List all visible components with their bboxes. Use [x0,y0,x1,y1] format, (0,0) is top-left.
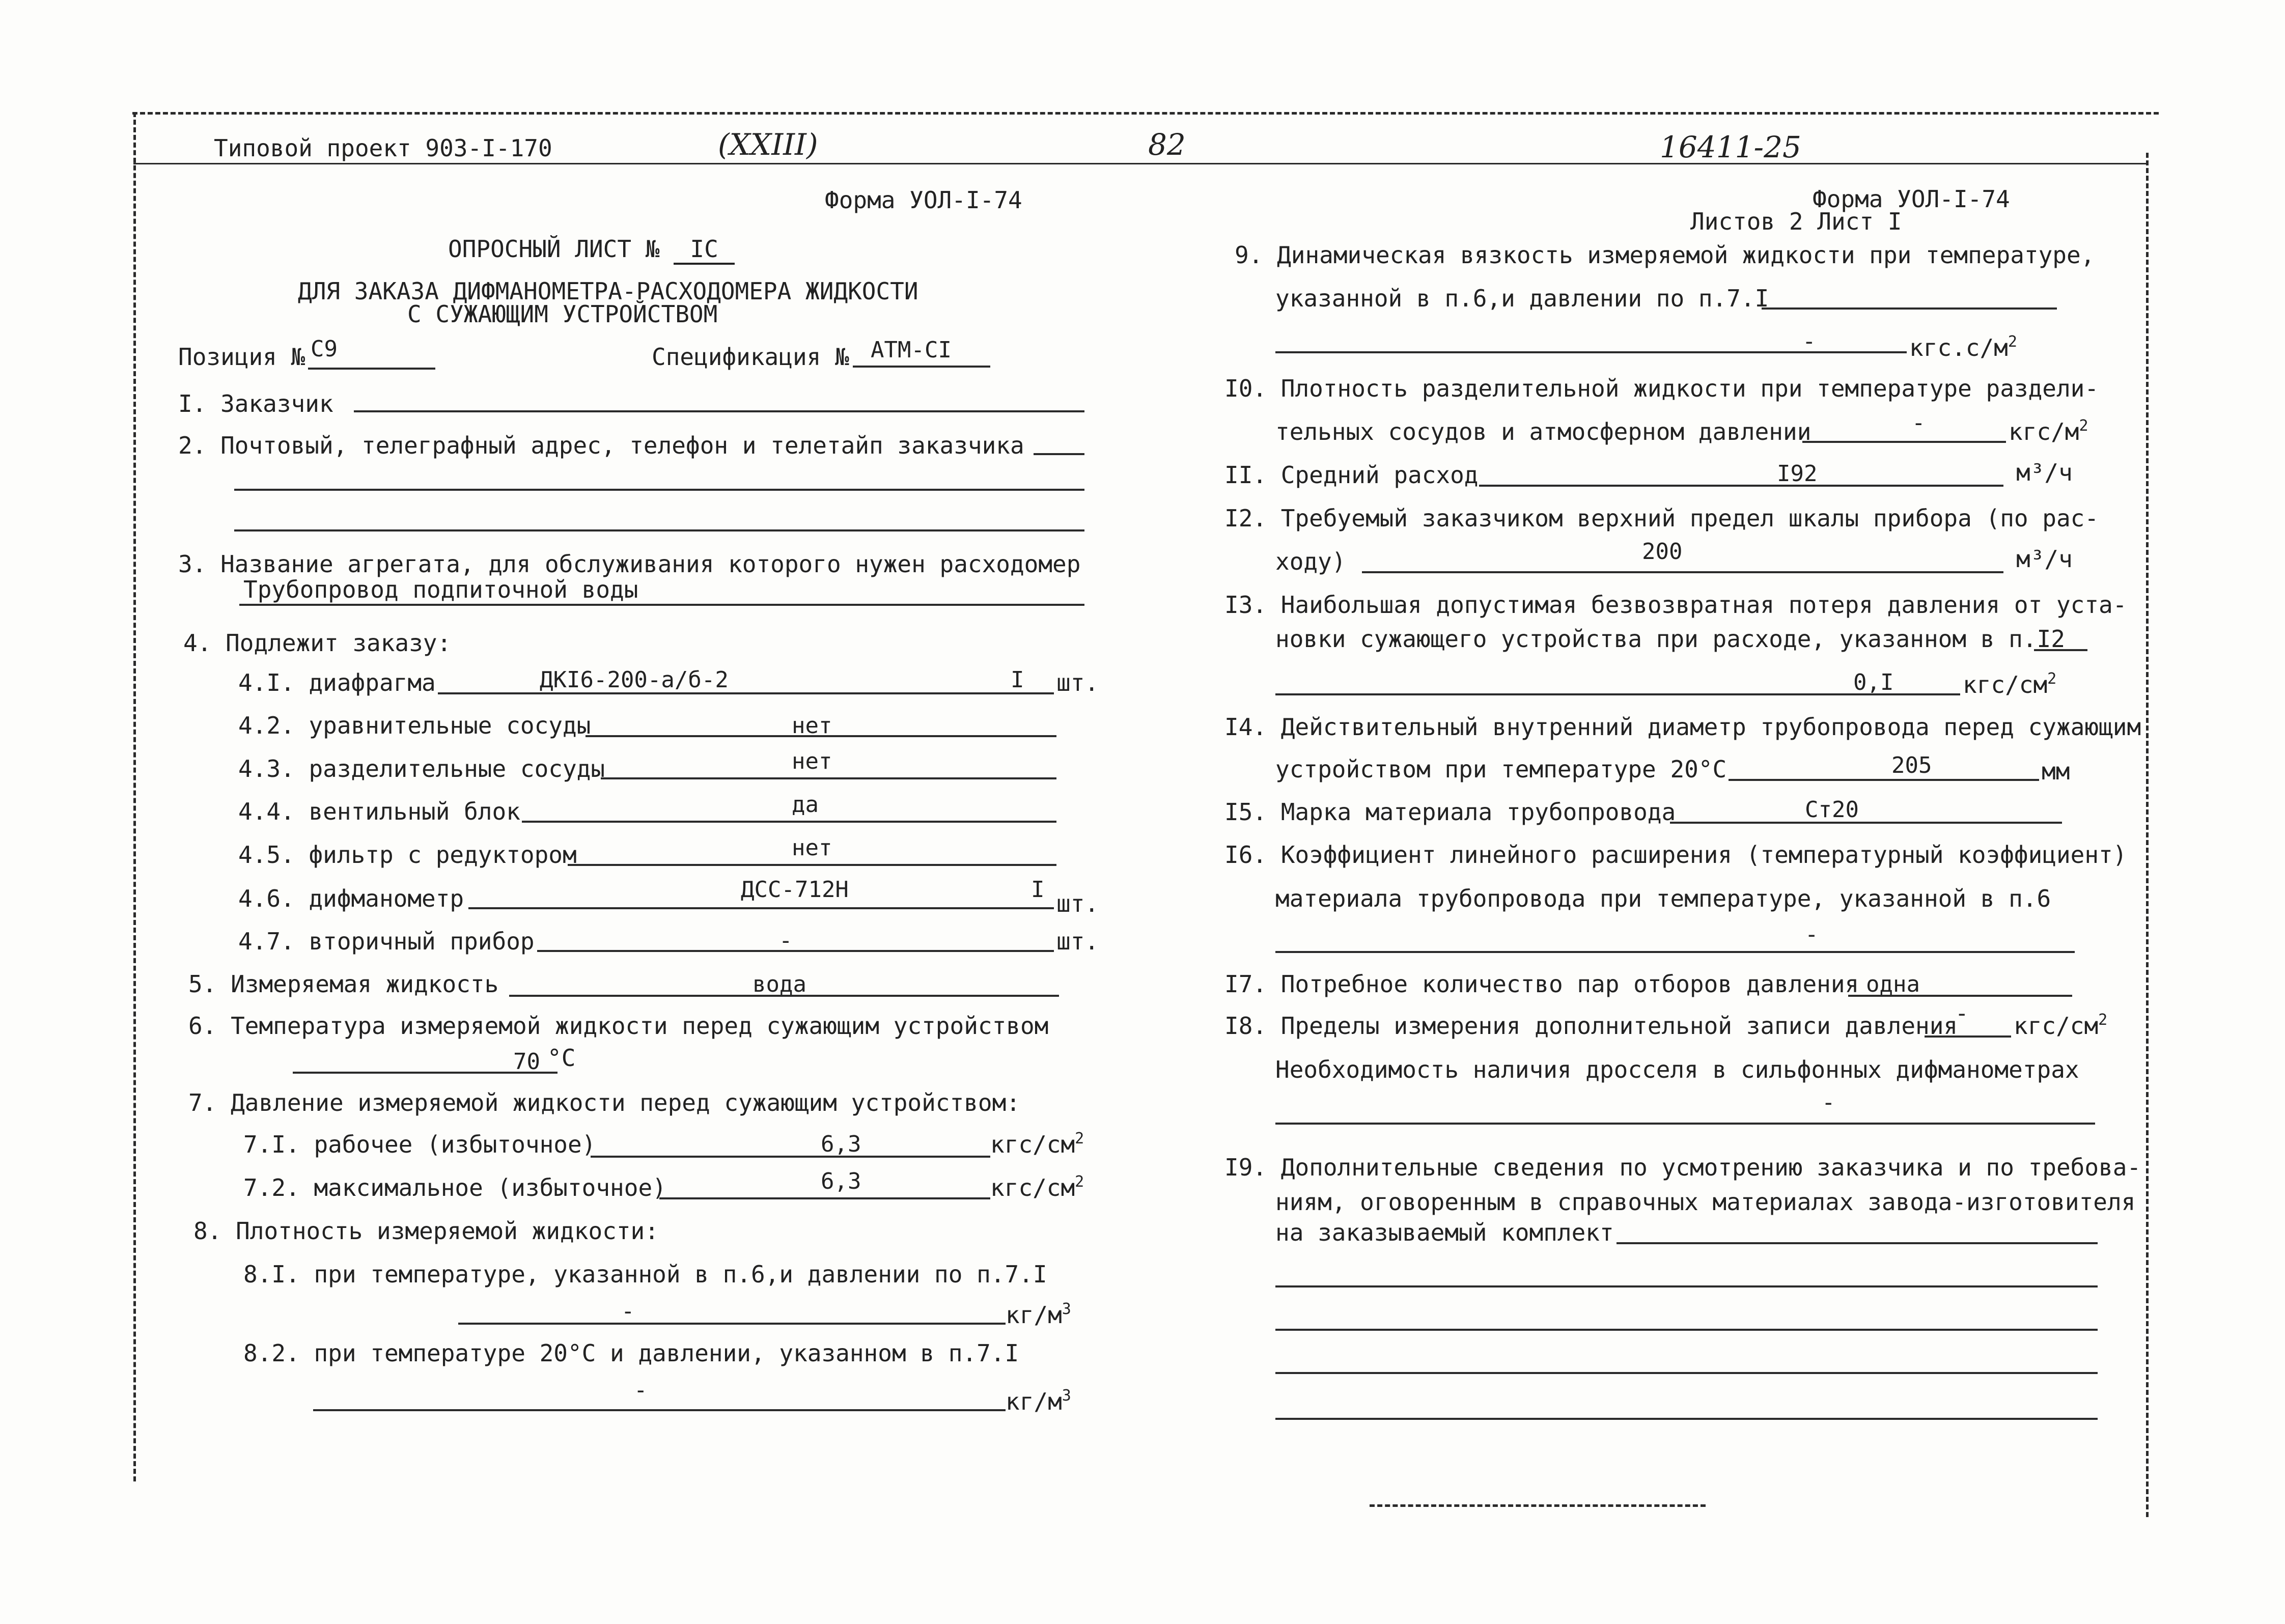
item-18-b-value: - [1822,1089,1835,1115]
item-12-line [1362,571,2003,573]
sheet-title [448,235,735,265]
item-7-1-line [591,1156,990,1158]
item-19-line-3 [1275,1329,2098,1331]
item-9-line-a [1762,307,2057,310]
item-9-unit-text: кгс.с/м [1909,334,2008,361]
item-9-b: указанной в п.6,и давлении по п.7.I [1275,285,1769,312]
item-15-line [1670,822,2062,824]
item-5-value: вода [753,971,806,997]
item-4-4: 4.4. вентильный блок [238,798,520,825]
frame-top-border [132,112,2159,115]
item-9-value: - [1802,328,1816,354]
item-4-7-value: - [779,928,793,954]
spec-value: ATM-CI [871,337,952,363]
item-16-line [1275,951,2075,953]
item-14-value: 205 [1891,752,1932,778]
item-7-2: 7.2. максимальное (избыточное) [243,1174,666,1201]
item-19-line-1 [1617,1242,2098,1244]
item-1-line [354,410,1084,412]
item-3-value: Трубопровод подпиточной воды [243,576,638,603]
item-12-b: ходу) [1275,548,1346,575]
item-18-b: Необходимость наличия дросселя в сильфонных дифманометрах [1275,1056,2079,1083]
item-13-value: 0,I [1853,669,1894,695]
item-3: 3. Название агрегата, для обслуживания которого нужен расходомер [178,550,1081,578]
item-16-a: I6. Коэффициент линейного расширения (температурный коэффициент) [1224,841,2127,869]
item-19-line-5 [1275,1418,2098,1420]
sheet-label: ОПРОСНЫЙ ЛИСТ № [448,235,660,263]
item-18-line-b [1275,1123,2095,1125]
item-7-1-unit: кгс/$см^2$ [990,1130,1084,1158]
sheet-number: IC [674,235,735,265]
item-8-1: 8.I. при температуре, указанной в п.6,и давлении по п.7.I [243,1261,1047,1288]
item-7: 7. Давление измеряемой жидкости перед сужающим устройством: [188,1089,1020,1116]
item-4-1-value: ДКI6-200-а/б-2 [540,667,729,693]
item-11-line [1479,485,2003,487]
item-4-1-line [438,692,1054,694]
item-13-unit: кгс/$см^2$ [1963,670,2057,698]
item-10-unit: кгс/$м^2$ [2009,417,2088,445]
position-value: C9 [311,336,338,362]
item-19-a: I9. Дополнительные сведения по усмотрению заказчика и по требова- [1224,1154,2141,1181]
item-4-6: 4.6. дифманометр [238,885,464,912]
spec-line [853,366,990,368]
item-3-line [239,604,1084,606]
item-4-1-unit: шт. [1056,669,1099,696]
position-label: Позиция № [178,343,305,371]
item-15: I5. Марка материала трубопровода [1224,798,1676,826]
item-4-5-value: нет [792,835,832,861]
item-14-unit: мм [2042,758,2070,785]
item-8-1-line [458,1323,1006,1325]
item-18-unit: кгс/$см^2$ [2014,1011,2108,1040]
item-2: 2. Почтовый, телеграфный адрес, телефон и телетайп заказчика [178,432,1024,459]
item-9-unit: $кгс.с/м^2$ [1909,333,2017,361]
frame-right-border [2146,153,2149,1517]
sheets-count: Листов 2 Лист I [1690,208,1902,235]
item-8-2: 8.2. при температуре 20°С и давлении, указанном в п.7.I [243,1339,1019,1367]
item-4-7: 4.7. вторичный прибор [238,928,535,955]
item-18-value: - [1955,1000,1969,1026]
item-8-2-line [313,1409,1006,1411]
item-13-a: I3. Наибольшая допустимая безвозвратная потеря давления от уста- [1224,591,2127,619]
item-16-b: материала трубопровода при температуре, указанной в п.6 [1275,885,2051,912]
item-4-6-unit: шт. [1056,890,1099,917]
item-14-line [1729,779,2039,781]
item-4-7-line [537,950,1054,952]
header-project: Типовой проект 903-I-170 [214,134,552,162]
item-10-line [1802,441,2006,443]
item-4-3-line [601,777,1056,779]
item-2-line-a [1034,453,1084,455]
item-4: 4. Подлежит заказу: [183,629,452,657]
item-4-3: 4.3. разделительные сосуды [238,755,605,782]
item-5: 5. Измеряемая жидкость [188,970,499,998]
header-code: 16411-25 [1660,130,1801,164]
item-7-2-unit-text: кгс/см [990,1174,1075,1201]
item-4-6-line [468,907,1054,909]
item-19-b: ниям, оговоренным в справочных материалах завода-изготовителя [1275,1188,2136,1216]
position-line [308,368,435,370]
frame-bottom-mark [1370,1504,1706,1507]
item-4-6-value: ДСС-712Н [741,877,849,903]
item-4-2-value: нет [792,713,832,739]
item-6-value: 70 [513,1049,540,1075]
header-divider [133,163,2147,164]
form-title-2: С СУЖАЮЩИМ УСТРОЙСТВОМ [407,300,718,328]
item-11: II. Средний расход [1224,461,1479,489]
item-4-5: 4.5. фильтр с редуктором [238,841,577,869]
item-18-line-a [1925,1035,2011,1038]
header-page: 82 [1148,127,1186,162]
item-4-1-qty: I [1011,667,1024,693]
item-8-1-unit-text: кг/м [1006,1301,1062,1329]
item-13-line-a [2034,649,2087,651]
right-form-label: Форма УОЛ-I-74 [1813,185,2010,213]
item-10-a: I0. Плотность разделительной жидкости при температуре раздели- [1224,375,2099,402]
spec-label: Спецификация № [652,343,849,371]
item-4-6-qty: I [1031,877,1045,903]
item-18-a: I8. Пределы измерения дополнительной записи давления [1224,1012,1958,1040]
left-form-label: Форма УОЛ-I-74 [825,186,1022,214]
item-11-value: I92 [1777,461,1818,487]
item-8-1-unit: $кг/м^3$ [1006,1300,1071,1329]
item-7-1-unit-text: кгс/см [990,1131,1075,1158]
item-10-unit-text: кгс/м [2009,418,2079,445]
item-14-a: I4. Действительный внутренний диаметр трубопровода перед сужающим [1224,713,2141,741]
item-4-7-unit: шт. [1056,928,1099,955]
item-19-line-4 [1275,1372,2098,1374]
item-13-unit-text: кгс/см [1963,671,2048,698]
item-6: 6. Температура измеряемой жидкости перед сужающим устройством [188,1012,1049,1040]
item-7-1: 7.I. рабочее (избыточное) [243,1131,596,1158]
item-12-a: I2. Требуемый заказчиком верхний предел шкалы прибора (по рас- [1224,505,2099,532]
item-15-value: Ст20 [1805,797,1859,823]
item-6-unit: °C [547,1044,576,1072]
item-12-unit: м³/ч [2016,545,2073,573]
item-4-3-value: нет [792,748,832,774]
form-title-1: ДЛЯ ЗАКАЗА ДИФМАНОМЕТРА-РАСХОДОМЕРА ЖИДКОСТИ [298,277,918,305]
item-19-c: на заказываемый комплект [1275,1219,1614,1246]
item-7-1-value: 6,3 [821,1131,861,1157]
item-17: I7. Потребное количество пар отборов давления [1224,970,1859,998]
item-8-2-unit: $кг/м^3$ [1006,1387,1071,1415]
item-4-2: 4.2. уравнительные сосуды [238,712,591,739]
item-7-2-unit: кгс/$см^2$ [990,1173,1084,1201]
item-2-line-c [234,529,1084,531]
item-10-b: тельных сосудов и атмосферном давлении [1275,418,1812,445]
item-18-unit-text: кгс/см [2014,1012,2099,1040]
item-8-1-value: - [621,1298,635,1324]
item-12-value: 200 [1642,539,1683,565]
item-13-b: новки сужающего устройства при расходе, указанном в п.I2 [1275,625,2065,653]
item-17-value: одна [1866,971,1920,997]
item-8: 8. Плотность измеряемой жидкости: [193,1217,659,1245]
header-section: (XXIII) [718,127,818,162]
item-1: I. Заказчик [178,390,333,417]
item-14-b: устройством при температуре 20°С [1275,755,1727,783]
item-4-4-value: да [792,792,819,818]
item-7-2-line [659,1197,990,1199]
item-8-2-unit-text: кг/м [1006,1388,1062,1415]
item-16-value: - [1805,921,1819,947]
item-19-line-2 [1275,1285,2098,1287]
item-9-a: 9. Динамическая вязкость измеряемой жидкости при температуре, [1235,241,2095,269]
item-7-2-value: 6,3 [821,1168,861,1194]
item-11-unit: м³/ч [2016,459,2073,486]
item-8-2-value: - [634,1377,648,1403]
item-10-value: - [1912,410,1926,436]
item-4-4-line [522,821,1056,823]
frame-left-border [133,112,136,1481]
item-4-1: 4.I. диафрагма [238,669,436,696]
item-4-5-line [568,864,1056,866]
item-2-line-b [234,489,1084,491]
